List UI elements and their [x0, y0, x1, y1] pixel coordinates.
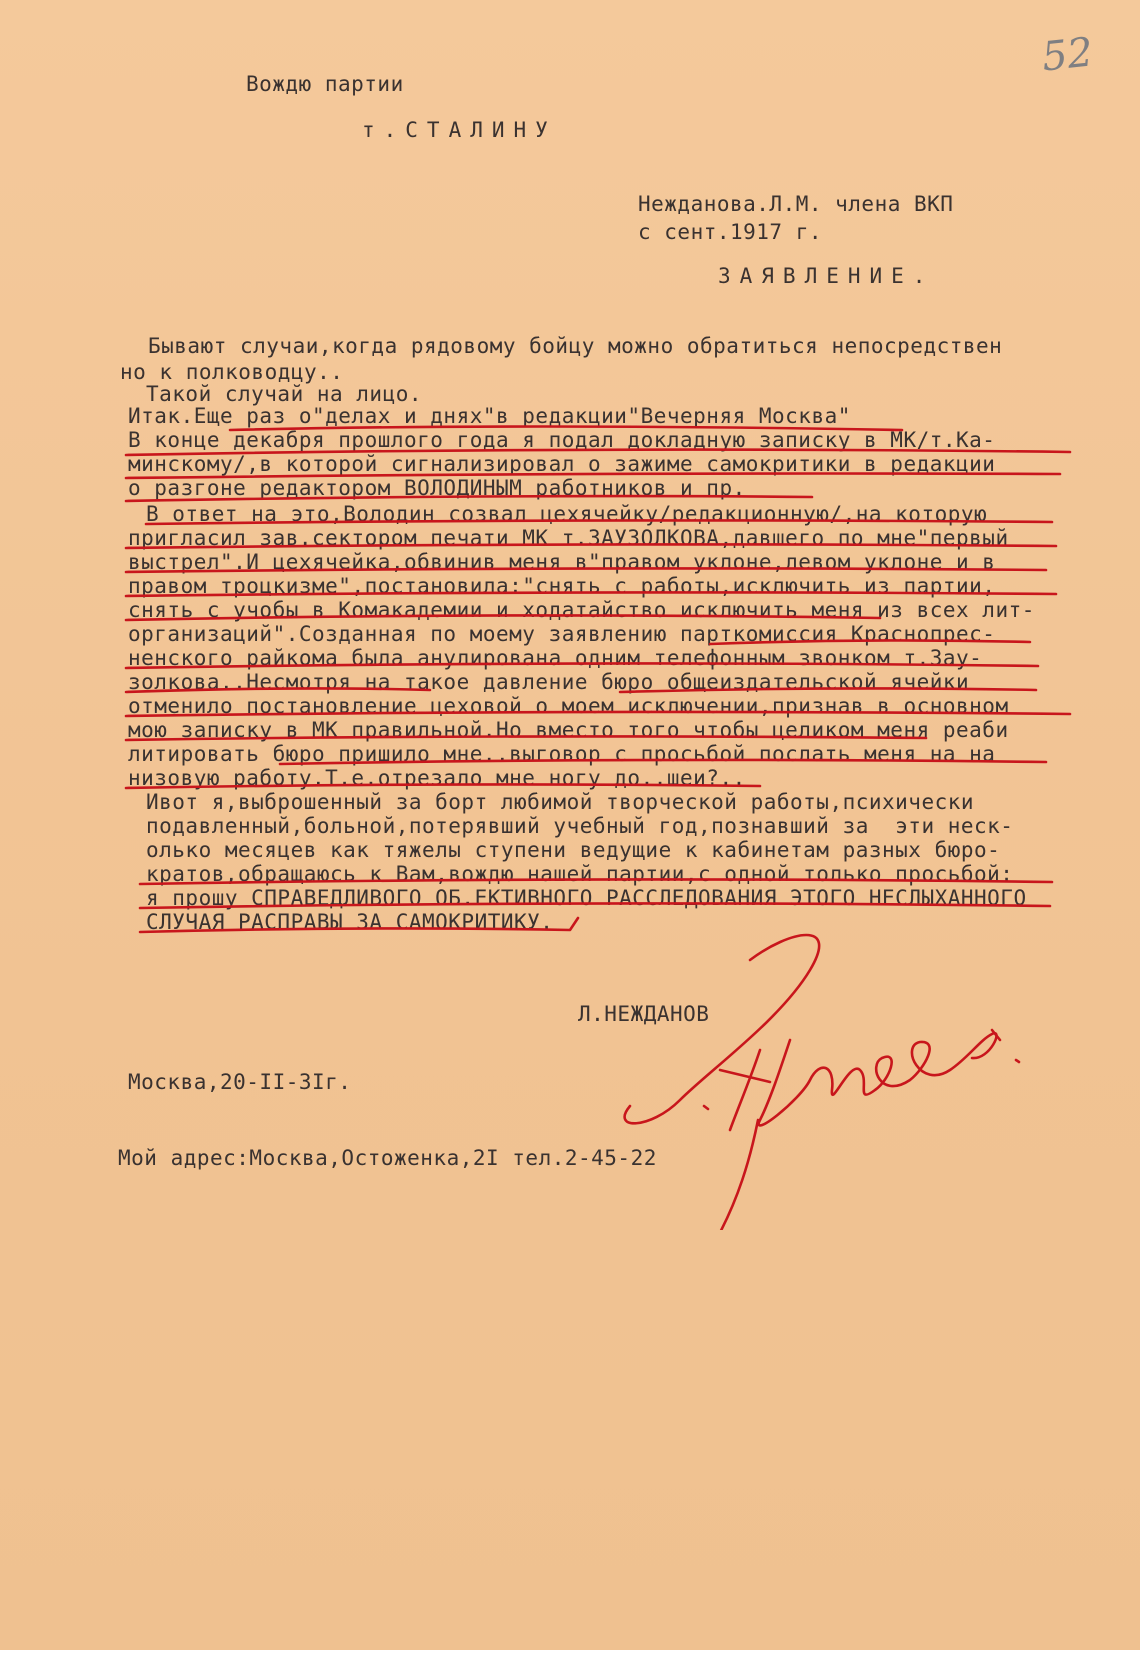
body-line: снять с учобы в Комакадемии и ходатайство исключить меня из всех лит-: [128, 598, 1035, 622]
body-line: выстрел".И цехячейка,обвинив меня в"правом уклоне,левом уклоне и в: [128, 550, 996, 574]
body-line: золкова..Несмотря на такое давление бюро общеиздательской ячейки: [128, 670, 970, 694]
addressee-line-2: т.СТАЛИНУ: [362, 118, 557, 142]
body-line: СЛУЧАЯ РАСПРАВЫ ЗА САМОКРИТИКУ.: [146, 910, 554, 934]
body-line: ненского райкома была анулирована одним телефонным звонком т.Зау-: [128, 646, 983, 670]
body-line: кратов,обращаюсь к Вам,вождю нашей партии,с одной только просьбой:: [146, 862, 1014, 886]
body-line: Такой случай на лицо.: [146, 382, 423, 406]
body-line: литировать бюро пришило мне..выговор с просьбой послать меня на на: [128, 742, 996, 766]
typed-signature: Л.НЕЖДАНОВ: [578, 1002, 710, 1026]
document-title: ЗАЯВЛЕНИЕ.: [718, 264, 935, 288]
body-line: пригласил зав.сектором печати МК т.ЗАУЗОЛКОВА,давшего по мне"первый: [128, 526, 1009, 550]
body-line: мою записку в МК правильной.Но вместо того чтобы целиком меня реаби: [128, 718, 1009, 742]
body-line: но к полководцу..: [120, 360, 344, 384]
sender-line-2: с сент.1917 г.: [638, 220, 823, 244]
body-line: Итак.Еще раз о"делах и днях"в редакции"Вечерняя Москва": [128, 404, 851, 428]
body-line: правом троцкизме",постановила:"снять с работы,исключить из партии,: [128, 574, 996, 598]
body-line: подавленный,больной,потерявший учебный год,познавший за эти неск-: [146, 814, 1014, 838]
body-line: В ответ на это,Володин созвал цехячейку/редакционную/,на которую: [146, 502, 988, 526]
body-line: В конце декабря прошлого года я подал докладную записку в МК/т.Ка-: [128, 428, 996, 452]
sender-address: Мой адрес:Москва,Остоженка,2I тел.2-45-22: [118, 1146, 657, 1170]
body-line: я прошу СПРАВЕДЛИВОГО ОБ.ЕКТИВНОГО РАССЛЕДОВАНИЯ ЭТОГО НЕСЛЫХАННОГО: [146, 886, 1027, 910]
body-line: низовую работу.Т.е.отрезало мне ногу до..шеи?..: [128, 766, 746, 790]
body-line: о разгоне редактором ВОЛОДИНЫМ работников и пр.: [128, 476, 746, 500]
body-line: Бывают случаи,когда рядовому бойцу можно обратиться непосредствен: [148, 334, 1003, 358]
body-line: минскому/,в которой сигнализировал о зажиме самокритики в редакции: [128, 452, 996, 476]
sender-line-1: Нежданова.Л.М. члена ВКП: [638, 192, 954, 216]
addressee-line-1: Вождю партии: [246, 72, 404, 96]
place-and-date: Москва,20-II-3Iг.: [128, 1070, 352, 1094]
body-line: организаций".Созданная по моему заявлению парткомиссия Краснопрес-: [128, 622, 996, 646]
folio-number: 52: [1039, 29, 1096, 81]
body-line: олько месяцев как тяжелы ступени ведущие к кабинетам разных бюро-: [146, 838, 1001, 862]
body-line: Ивот я,выброшенный за борт любимой творческой работы,психически: [146, 790, 975, 814]
body-line: отменило постановление цеховой о моем исключении,признав в основном: [128, 694, 1009, 718]
